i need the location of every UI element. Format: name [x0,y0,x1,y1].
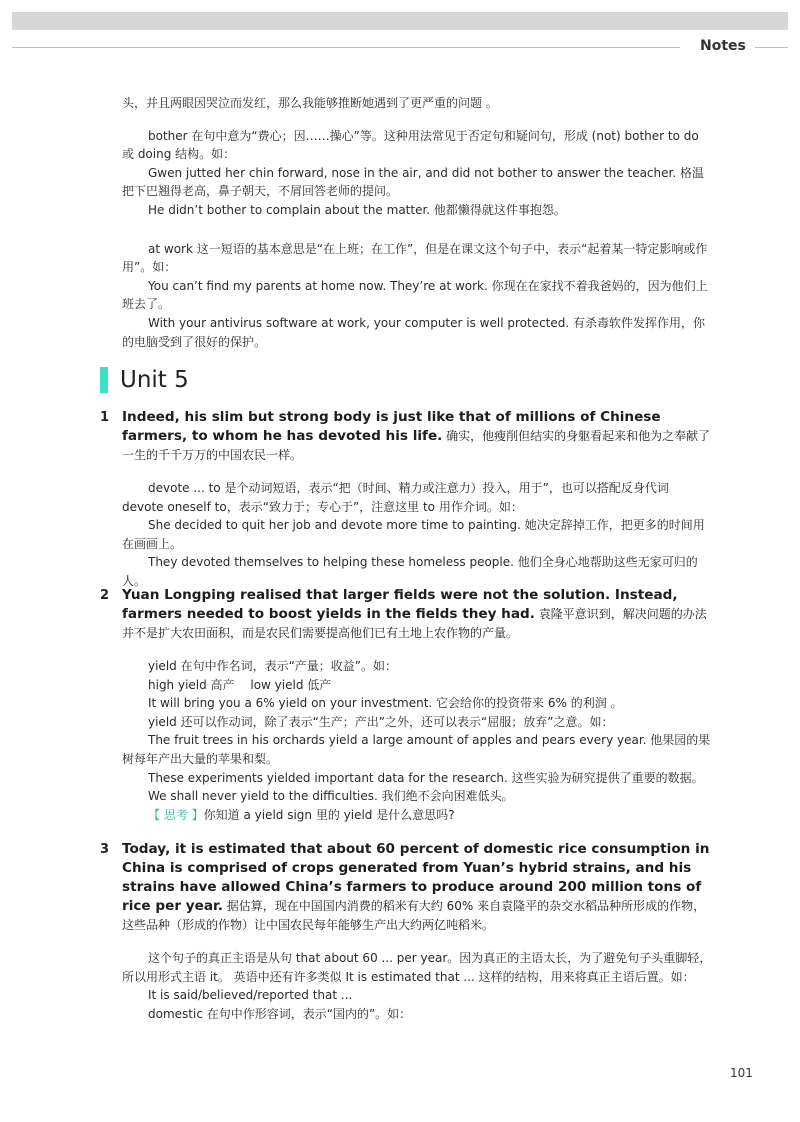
item-explanation: domestic 在句中作形容词，表示“国内的”。如： [148,1006,412,1021]
item-example: She decided to quit her job and devote more time to painting. 她决定辞掉工作，把更多的时间用在画画上。 [122,518,705,551]
item-number: 1 [100,410,110,425]
item-sentence-zh: 袁隆平意识到，解决问题的办法并不是扩大农田面积，而是农民们需要提高他们已有土地上农作物的产量。 [122,607,707,640]
bother-explanation: bother 在句中意为“费心；因……操心”等。这种用法常见于否定句和疑问句，形成 (not) bother to do 或 doing 结构。如： [122,128,699,162]
unit-title: Unit 5 [120,367,189,393]
at-work-example-2: With your antivirus software at work, your computer is well protected. 有杀毒软件发挥作用，你的电脑受到了很好的保护。 [122,315,705,349]
unit-heading [100,366,189,394]
item-number: 2 [100,588,110,603]
header-bar [12,12,788,30]
bother-example-2: He didn’t bother to complain about the matter. 他都懒得就这件事抱怨。 [148,202,566,217]
item-example: It will bring you a 6% yield on your investment. 它会给你的投资带来 6% 的利润 。 [148,696,623,711]
note-item-1 [100,408,714,591]
item-explanation: devote ... to 是个动词短语，表示“把（时间、精力或注意力）投入，用于”，也可以搭配反身代词 devote oneself to，表示“致力于；专心于”，注意这里 to 用作介词。如： [122,481,669,514]
item-example: We shall never yield to the difficulties. 我们绝不会向困难低头。 [148,789,514,804]
header-rule-left [12,47,680,48]
header-rule-right [755,47,788,48]
item-example: high yield 高产 low yield 低产 [148,677,332,692]
at-work-explanation: at work 这一短语的基本意思是“在上班；在工作”，但是在课文这个句子中，表示“起着某一特定影响或作用”。如： [122,241,708,275]
at-work-example-1: You can’t find my parents at home now. They’re at work. 你现在在家找不着我爸妈的，因为他们上班去了。 [122,278,708,312]
item-sentence-en: Today, it is estimated that about 60 percent of domestic rice consumption in China is comprised of crops generated from Yuan’s hybrid strains, and his strains have allowed China’s farmers to produce around 200 million tons of rice per year. [122,841,710,914]
unit-accent-bar [100,367,108,393]
bother-example-1: Gwen jutted her chin forward, nose in the air, and did not bother to answer the teacher. 格温把下巴翘得老高，鼻子朝天，不屑回答老师的提问。 [122,165,704,199]
think-tag: 【 思考 】 [148,807,204,822]
item-example: They devoted themselves to helping these homeless people. 他们全身心地帮助这些无家可归的人。 [122,555,698,588]
item-number: 3 [100,842,110,857]
notes-label: Notes [700,38,746,54]
item-sentence [122,408,714,465]
item-example: The fruit trees in his orchards yield a large amount of apples and pears every year. 他果园的果树每年产出大量的苹果和梨。 [122,733,711,766]
think-prompt [122,806,714,825]
think-question: 你知道 a yield sign 里的 yield 是什么意思吗? [203,807,455,822]
item-sentence [122,586,714,643]
item-sentence-en: Yuan Longping realised that larger fields were not the solution. Instead, farmers needed to boost yields in the fields they had. [122,587,678,622]
note-item-3 [100,840,714,1023]
item-explanation: yield 在句中作名词，表示“产量；收益”。如： [148,659,398,673]
continued-line: 头，并且两眼因哭泣而发红，那么我能够推断她遇到了更严重的问题 。 [122,96,498,110]
item-sentence-zh: 据估算，现在中国国内消费的稻米有大约 60% 来自袁隆平的杂交水稻品种所形成的作物，这些品种（形成的作物）让中国农民每年能够生产出大约两亿吨稻米。 [122,899,706,932]
top-notes [122,94,714,351]
item-sentence-en: Indeed, his slim but strong body is just like that of millions of Chinese farmers, to whom he has devoted his life. [122,409,661,444]
item-example: These experiments yielded important data for the research. 这些实验为研究提供了重要的数据。 [148,770,704,785]
item-explanation: yield 还可以作动词，除了表示“生产；产出”之外，还可以表示“屈服；放弃”之意。如： [148,714,614,729]
item-sentence [122,840,714,935]
note-item-2 [100,586,714,824]
item-explanation: 这个句子的真正主语是从句 that about 60 ... per year。因为真正的主语太长，为了避免句子头重脚轻，所以用形式主语 it。 英语中还有许多类似 It is estimated that ... 这样的结构，用来将真正主语后置。如： [122,951,712,984]
item-example: It is said/believed/reported that ... [148,988,353,1003]
item-sentence-zh: 确实，他瘦削但结实的身躯看起来和他为之奉献了一生的千千万万的中国农民一样。 [122,429,711,462]
page-number: 101 [730,1066,753,1080]
